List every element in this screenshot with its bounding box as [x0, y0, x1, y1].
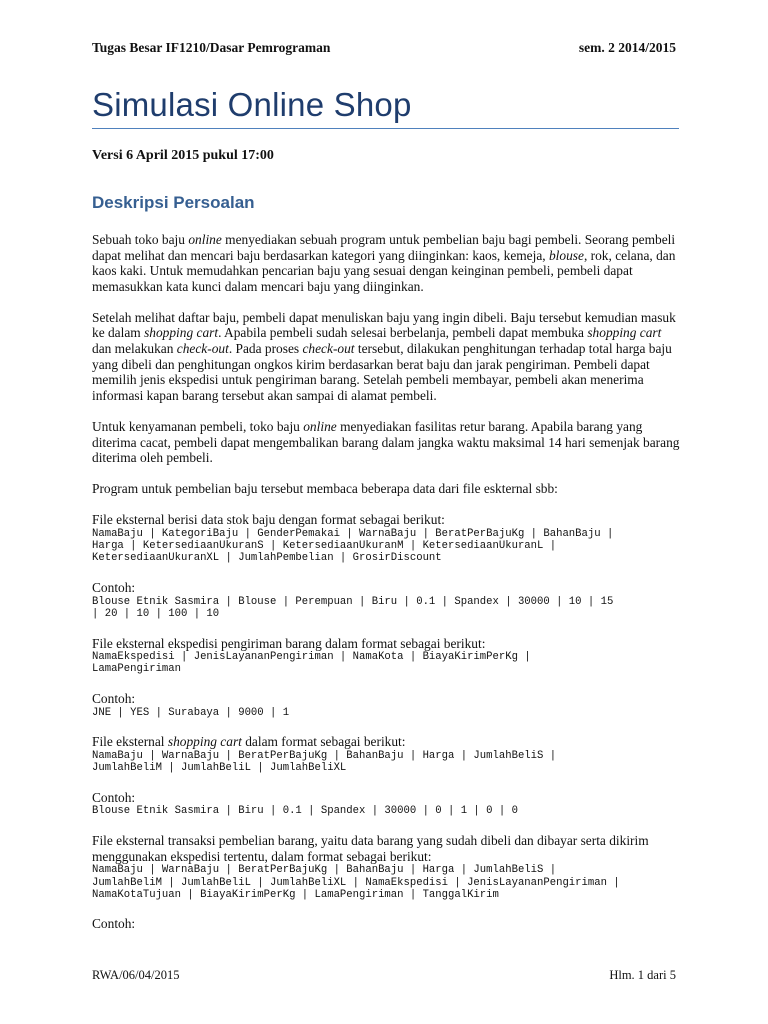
file-expedition-format: NamaEkspedisi | JenisLayananPengiriman | NamaKota | BiayaKirimPerKg | LamaPengiriman — [92, 651, 531, 676]
paragraph-files-intro: Program untuk pembelian baju tersebut membaca beberapa data dari file eskternal sbb: — [92, 481, 558, 497]
title-underline — [92, 128, 679, 129]
file-cart-example: Blouse Etnik Sasmira | Biru | 0.1 | Spandex | 30000 | 0 | 1 | 0 | 0 — [92, 805, 518, 818]
file-transaction-intro: File eksternal transaksi pembelian barang, yaitu data barang yang sudah dibeli dan dibayar serta dikirim menggunakan ekspedisi tertentu, dalam format sebagai berikut: — [92, 833, 649, 864]
document-body — [92, 232, 682, 932]
file-cart-intro: File eksternal shopping cart dalam format sebagai berikut: — [92, 734, 406, 750]
semester-label: sem. 2 2014/2015 — [578, 40, 676, 55]
file-stock-format: NamaBaju | KategoriBaju | GenderPemakai | WarnaBaju | BeratPerBajuKg | BahanBaju | Harga | KetersediaanUkuranS | KetersediaanUkuranM | KetersediaanUkuranL | KetersediaanUkuranXL | JumlahPembelian | GrosirDiscount — [92, 527, 614, 565]
file-transaction-format: NamaBaju | WarnaBaju | BeratPerBajuKg | BahanBaju | Harga | JumlahBeliS | JumlahBeliM | JumlahBeliL | JumlahBeliXL | NamaEkspedisi | JenisLayananPengiriman | NamaKotaTujuan | BiayaKirimPerKg | LamaPengiriman | TanggalKirim — [92, 864, 620, 901]
file-stock-example-label: Contoh: — [92, 580, 136, 596]
file-expedition-example: JNE | YES | Surabaya | 9000 | 1 — [92, 706, 290, 719]
file-expedition-example-label: Contoh: — [92, 691, 136, 707]
file-stock-example: Blouse Etnik Sasmira | Blouse | Perempuan | Biru | 0.1 | Spandex | 30000 | 10 | 15 | 20 | 10 | 100 | 10 — [92, 595, 614, 620]
paragraph-intro: Sebuah toko baju online menyediakan sebuah program untuk pembelian baju bagi pembeli. Seorang pembeli dapat melihat dan mencari baju berdasarkan kategori yang diinginkan: kaos, kemeja, blouse, rok, celana, dan kaos kaki. Untuk memudahkan pencarian baju yang sesuai dengan keinginan pembeli, pembeli dapat memasukkan kata kunci dalam mencari baju yang diinginkan. — [92, 232, 676, 294]
course-title: Tugas Besar IF1210/Dasar Pemrograman — [92, 40, 331, 55]
paragraph-retur: Untuk kenyamanan pembeli, toko baju online menyediakan fasilitas retur barang. Apabila barang yang diterima cacat, pembeli dapat mengembalikan barang dalam jangka waktu maksimal 14 hari semenjak barang diterima oleh pembeli. — [92, 418, 680, 466]
file-cart-format: NamaBaju | WarnaBaju | BeratPerBajuKg | BahanBaju | Harga | JumlahBeliS | JumlahBeliM | JumlahBeliL | JumlahBeliXL — [92, 749, 557, 775]
document-title: Simulasi Online Shop — [92, 86, 412, 123]
paragraph-checkout: Setelah melihat daftar baju, pembeli dapat menuliskan baju yang ingin dibeli. Baju tersebut kemudian masuk ke dalam shopping cart. Apabila pembeli sudah selesai berbelanja, pembeli dapat membuka shopping cart dan melakukan check-out. Pada proses check-out tersebut, dilakukan penghitungan terhadap total harga baju yang dibeli dan penghitungan ongkos kirim berdasarkan berat baju dan jarak pengiriman. Pembeli dapat memilih jenis ekspedisi untuk pengiriman barang. Setelah pembeli membayar, pembeli akan menerima informasi kapan barang tersebut akan sampai di alamat pembeli. — [92, 309, 676, 403]
page-header — [92, 40, 676, 56]
document-code: RWA/06/04/2015 — [92, 968, 180, 982]
page-footer — [92, 968, 676, 983]
file-stock-intro: File eksternal berisi data stok baju dengan format sebagai berikut: — [92, 512, 445, 528]
file-expedition-intro: File eksternal ekspedisi pengiriman barang dalam format sebagai berikut: — [92, 635, 486, 651]
file-transaction-example-label: Contoh: — [92, 916, 136, 932]
section-heading: Deskripsi Persoalan — [92, 193, 255, 212]
page-number: Hlm. 1 dari 5 — [609, 968, 676, 982]
version-line: Versi 6 April 2015 pukul 17:00 — [92, 148, 274, 163]
file-cart-example-label: Contoh: — [92, 789, 136, 805]
